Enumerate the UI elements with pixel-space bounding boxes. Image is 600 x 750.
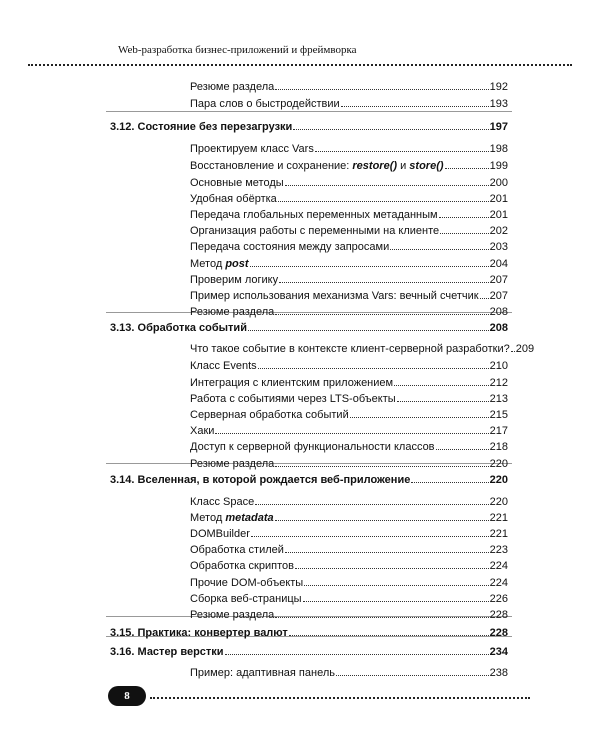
dot-leader bbox=[304, 574, 488, 586]
dot-leader bbox=[293, 118, 488, 130]
toc-entry-title bbox=[190, 159, 444, 174]
toc-section-entry[interactable] bbox=[110, 471, 508, 486]
toc-entry-text: Пара слов о быстродействии bbox=[190, 98, 340, 110]
toc-entry-text: Передача глобальных переменных метаданным bbox=[190, 209, 438, 221]
dot-leader bbox=[436, 438, 489, 450]
toc-subsection-entry[interactable] bbox=[190, 238, 508, 253]
toc-page-number: 217 bbox=[489, 425, 508, 437]
dot-leader bbox=[445, 157, 489, 169]
toc-entry-text: Метод bbox=[190, 512, 226, 524]
toc-entry-code: store() bbox=[409, 160, 444, 172]
toc-entry-text: Обработка скриптов bbox=[190, 560, 294, 572]
toc-entry-text: 3.14. Вселенная, в которой рождается веб-приложение bbox=[110, 474, 411, 486]
dot-leader bbox=[480, 287, 489, 299]
toc-entry-title bbox=[190, 359, 257, 374]
toc-entry-text: Пример: адаптивная панель bbox=[190, 667, 335, 679]
toc-entry-title bbox=[110, 626, 288, 641]
toc-entry-text: Передача состояния между запросами bbox=[190, 241, 390, 253]
toc-page-number: 212 bbox=[489, 377, 508, 389]
toc-entry-text: Серверная обработка событий bbox=[190, 409, 349, 421]
toc-page-number: 220 bbox=[489, 474, 508, 486]
toc-entry-code: post bbox=[225, 258, 249, 270]
toc-subsection-entry[interactable] bbox=[190, 140, 508, 155]
toc-subsection-entry[interactable] bbox=[190, 222, 508, 237]
toc-entry-title bbox=[190, 576, 303, 591]
toc-entry-title bbox=[190, 592, 302, 607]
toc-page-number: 208 bbox=[489, 306, 508, 318]
toc-entry-text: Класс Space bbox=[190, 496, 255, 508]
toc-page-number: 220 bbox=[489, 458, 508, 470]
toc-entry-text: Класс Events bbox=[190, 360, 257, 372]
toc-subsection-entry[interactable] bbox=[190, 438, 508, 453]
toc-entry-text: 3.12. Состояние без перезагрузки bbox=[110, 121, 293, 133]
toc-page-number: 204 bbox=[489, 258, 508, 270]
toc-entry-title bbox=[110, 473, 410, 488]
toc-page-number: 234 bbox=[489, 646, 508, 658]
toc-entry-title bbox=[190, 97, 340, 112]
toc-entry-title bbox=[190, 608, 274, 623]
toc-subsection-entry[interactable] bbox=[190, 206, 508, 221]
toc-entry-text: Резюме раздела bbox=[190, 458, 275, 470]
toc-subsection-entry[interactable] bbox=[190, 287, 508, 302]
toc-page-number: 198 bbox=[489, 143, 508, 155]
dot-leader bbox=[341, 95, 489, 107]
toc-entry-title bbox=[190, 527, 250, 542]
toc-section-entry[interactable] bbox=[110, 319, 508, 334]
toc-subsection-entry[interactable] bbox=[190, 303, 508, 318]
toc-entry-title bbox=[190, 305, 274, 320]
dot-leader bbox=[394, 374, 489, 386]
toc-entry-title bbox=[190, 208, 438, 223]
toc-subsection-entry[interactable] bbox=[190, 340, 535, 355]
dot-leader bbox=[258, 357, 489, 369]
toc-subsection-entry[interactable] bbox=[190, 590, 508, 605]
toc-entry-title bbox=[190, 289, 479, 304]
toc-entry-title bbox=[190, 142, 314, 157]
toc-subsection-entry[interactable] bbox=[190, 557, 508, 572]
toc-page-number: 201 bbox=[489, 193, 508, 205]
toc-entry-text: Метод bbox=[190, 258, 226, 270]
toc-entry-title bbox=[190, 495, 254, 510]
toc-subsection-entry[interactable] bbox=[190, 374, 508, 389]
toc-entry-title bbox=[190, 408, 349, 423]
toc-subsection-entry[interactable] bbox=[190, 255, 508, 270]
dot-leader bbox=[289, 624, 489, 636]
dot-leader bbox=[303, 590, 489, 602]
toc-page-number: 228 bbox=[489, 627, 508, 639]
toc-page-number: 207 bbox=[489, 274, 508, 286]
toc-entry-title bbox=[190, 257, 249, 272]
toc-entry-text: Хаки bbox=[190, 425, 215, 437]
toc-entry-text: Основные методы bbox=[190, 177, 284, 189]
toc-page-number: 209 bbox=[515, 343, 535, 355]
footer-dotted-rule bbox=[150, 697, 530, 699]
toc-subsection-entry[interactable] bbox=[190, 174, 508, 189]
toc-subsection-entry[interactable] bbox=[190, 606, 508, 621]
toc-subsection-entry[interactable] bbox=[190, 78, 508, 93]
toc-page-number: 226 bbox=[489, 593, 508, 605]
toc-entry-text: Сборка веб-страницы bbox=[190, 593, 302, 605]
toc-entry-text: 3.13. Обработка событий bbox=[110, 322, 247, 334]
dot-leader bbox=[390, 238, 488, 250]
toc-entry-text: Доступ к серверной функциональности классов bbox=[190, 441, 435, 453]
toc-page-number: 213 bbox=[489, 393, 508, 405]
toc-entry-text: Резюме раздела bbox=[190, 81, 275, 93]
toc-page-number: 193 bbox=[489, 98, 508, 110]
toc-entry-title bbox=[190, 511, 274, 526]
toc-page-number: 208 bbox=[489, 322, 508, 334]
toc-entry-text: Проектируем класс Vars bbox=[190, 143, 314, 155]
toc-entry-text: Обработка стилей bbox=[190, 544, 284, 556]
toc-page-number: 202 bbox=[489, 225, 508, 237]
toc-section-entry[interactable] bbox=[110, 624, 508, 639]
toc-page-number: 207 bbox=[489, 290, 508, 302]
toc-subsection-entry[interactable] bbox=[190, 664, 508, 679]
toc-entry-title bbox=[110, 645, 224, 660]
toc-page-number: 192 bbox=[489, 81, 508, 93]
toc-page-number: 201 bbox=[489, 209, 508, 221]
page-number-badge: 8 bbox=[108, 686, 146, 706]
toc-entry-code: restore() bbox=[352, 160, 398, 172]
dot-leader bbox=[248, 319, 489, 331]
toc-page-number: 238 bbox=[489, 667, 508, 679]
dot-leader bbox=[215, 422, 488, 434]
toc-page-number: 200 bbox=[489, 177, 508, 189]
toc-entry-text: DOMBuilder bbox=[190, 528, 250, 540]
dot-leader bbox=[350, 406, 489, 418]
toc-subsection-entry[interactable] bbox=[190, 525, 508, 540]
toc-entry-text: Удобная обёртка bbox=[190, 193, 277, 205]
toc-entry-text: Работа с событиями через LTS-объекты bbox=[190, 393, 396, 405]
dot-leader bbox=[440, 222, 488, 234]
toc-entry-text: Интеграция с клиентским приложением bbox=[190, 377, 394, 389]
dot-leader bbox=[285, 541, 489, 553]
toc-entry-title bbox=[190, 440, 435, 455]
toc-section-entry[interactable] bbox=[110, 643, 508, 658]
toc-entry-text: 3.15. Практика: конвертер валют bbox=[110, 627, 288, 639]
toc-entry-text: 3.16. Мастер верстки bbox=[110, 646, 224, 658]
toc-subsection-entry[interactable] bbox=[190, 541, 508, 556]
toc-entry-text: Что такое событие в контексте клиент-серверной разработки? bbox=[190, 343, 510, 355]
toc-page-number: 223 bbox=[489, 544, 508, 556]
toc-page-number: 220 bbox=[489, 496, 508, 508]
dot-leader bbox=[275, 78, 488, 90]
toc-page-number: 224 bbox=[489, 577, 508, 589]
toc-page-number: 224 bbox=[489, 560, 508, 572]
dot-leader bbox=[250, 255, 489, 267]
toc-page-number: 203 bbox=[489, 241, 508, 253]
toc-entry-text: Проверим логику bbox=[190, 274, 279, 286]
toc-page-number: 221 bbox=[489, 512, 508, 524]
toc-entry-title bbox=[190, 342, 510, 357]
toc-subsection-entry[interactable] bbox=[190, 390, 508, 405]
toc-entry-title bbox=[190, 457, 274, 472]
toc-entry-text: и bbox=[397, 160, 410, 172]
dot-leader bbox=[275, 303, 488, 315]
dot-leader bbox=[411, 471, 488, 483]
dot-leader bbox=[279, 271, 489, 283]
toc-page-number: 197 bbox=[489, 121, 508, 133]
toc-subsection-entry[interactable] bbox=[190, 95, 508, 110]
toc-subsection-entry[interactable] bbox=[190, 357, 508, 372]
toc-entry-title bbox=[190, 80, 274, 95]
toc-entry-title bbox=[190, 240, 389, 255]
toc-subsection-entry[interactable] bbox=[190, 493, 508, 508]
toc-subsection-entry[interactable] bbox=[190, 157, 508, 172]
toc-entry-title bbox=[190, 543, 284, 558]
dot-leader bbox=[439, 206, 489, 218]
toc-subsection-entry[interactable] bbox=[190, 190, 508, 205]
toc-entry-title bbox=[190, 176, 284, 191]
dot-leader bbox=[275, 606, 488, 618]
toc-entry-title bbox=[190, 392, 396, 407]
toc-subsection-entry[interactable] bbox=[190, 406, 508, 421]
toc-section-entry[interactable] bbox=[110, 118, 508, 133]
toc-page-number: 199 bbox=[489, 160, 508, 172]
toc-entry-text: Организация работы с переменными на клиенте bbox=[190, 225, 440, 237]
toc-entry-title bbox=[190, 376, 393, 391]
toc-entry-code: metadata bbox=[225, 512, 274, 524]
toc-entry-title bbox=[190, 273, 278, 288]
toc-entry-text: Резюме раздела bbox=[190, 306, 275, 318]
toc-entry-title bbox=[110, 120, 292, 135]
dot-leader bbox=[336, 664, 489, 676]
toc-entry-title bbox=[190, 224, 439, 239]
dot-leader bbox=[315, 140, 489, 152]
toc-entry-title bbox=[190, 192, 277, 207]
dot-leader bbox=[397, 390, 489, 402]
toc-subsection-entry[interactable] bbox=[190, 574, 508, 589]
dot-leader bbox=[225, 643, 489, 655]
toc-page-number: 221 bbox=[489, 528, 508, 540]
toc-entry-title bbox=[190, 559, 294, 574]
dot-leader bbox=[275, 509, 489, 521]
running-header: Web-разработка бизнес-приложений и фреймворка bbox=[118, 44, 357, 56]
toc-page-number: 215 bbox=[489, 409, 508, 421]
toc-entry-text: Резюме раздела bbox=[190, 609, 275, 621]
toc-entry-title bbox=[110, 321, 247, 336]
toc-subsection-entry[interactable] bbox=[190, 509, 508, 524]
toc-page-number: 228 bbox=[489, 609, 508, 621]
toc-entry-text: Прочие DOM-объекты bbox=[190, 577, 304, 589]
toc-entry-title bbox=[190, 666, 335, 681]
toc-page-number: 210 bbox=[489, 360, 508, 372]
dot-leader bbox=[251, 525, 489, 537]
toc-entry-title bbox=[190, 424, 214, 439]
dot-leader bbox=[511, 340, 515, 352]
dot-leader bbox=[278, 190, 489, 202]
dot-leader bbox=[275, 455, 488, 467]
toc-subsection-entry[interactable] bbox=[190, 455, 508, 470]
toc-entry-text: Восстановление и сохранение: bbox=[190, 160, 353, 172]
toc-page-number: 218 bbox=[489, 441, 508, 453]
dot-leader bbox=[255, 493, 488, 505]
toc-entry-text: Пример использования механизма Vars: вечный счетчик bbox=[190, 290, 479, 302]
dot-leader bbox=[285, 174, 489, 186]
toc-subsection-entry[interactable] bbox=[190, 271, 508, 286]
dot-leader bbox=[295, 557, 489, 569]
toc-subsection-entry[interactable] bbox=[190, 422, 508, 437]
